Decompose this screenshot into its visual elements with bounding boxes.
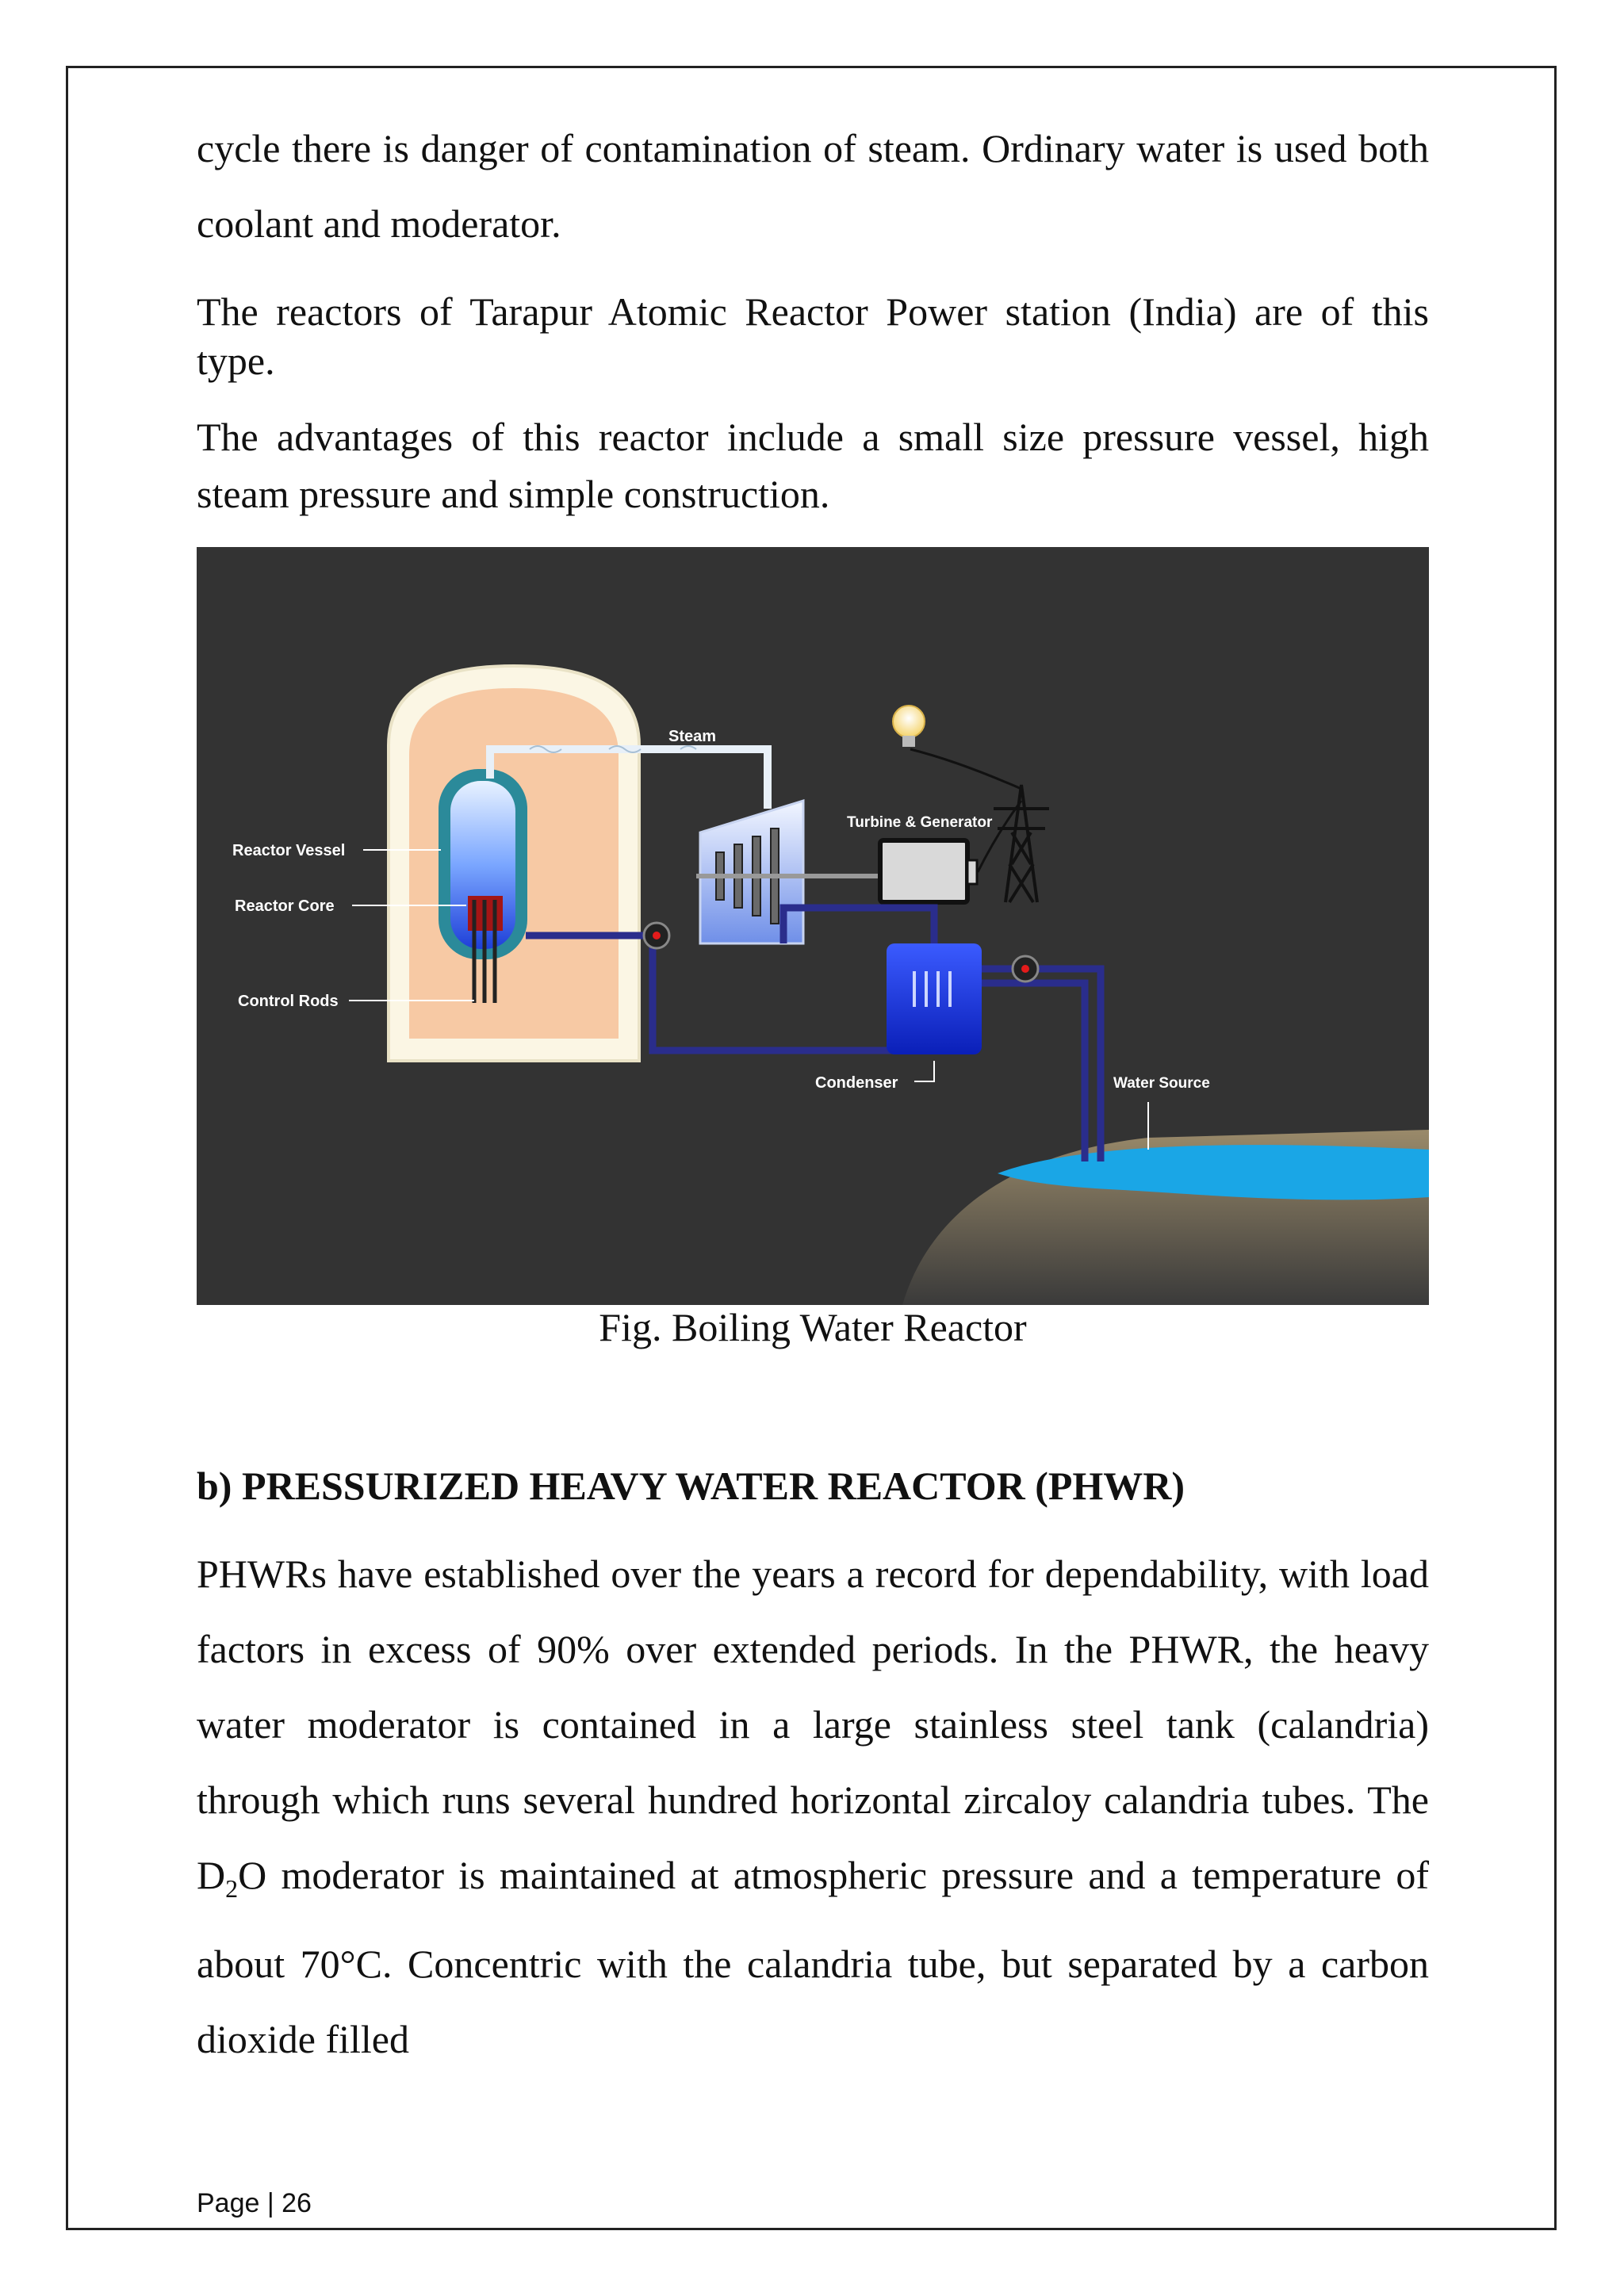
subscript-two: 2: [225, 1874, 239, 1903]
paragraph-contamination: cycle there is danger of contamination of steam. Ordinary water is used both coolant and moderator.: [197, 126, 1429, 246]
label-reactor-vessel: Reactor Vessel: [232, 842, 346, 859]
label-condenser: Condenser: [815, 1074, 898, 1092]
phwr-text-part1: PHWRs have established over the years a record for dependability, with load factors in excess of 90% over extended periods. In the PHWR, the heavy water moderator is contained in a large stainless steel tank (calandria) through which runs several hundred horizontal zircaloy calandria tubes. The D: [197, 1552, 1429, 1897]
bwr-diagram: [197, 547, 1429, 1305]
figure-caption: Fig. Boiling Water Reactor: [599, 1305, 1027, 1349]
cooling-pump-icon: [1013, 956, 1038, 982]
label-reactor-core: Reactor Core: [235, 897, 335, 915]
page-number: Page | 26: [197, 2188, 312, 2218]
label-steam: Steam: [668, 728, 717, 745]
paragraph-tarapur: The reactors of Tarapur Atomic Reactor Power station (India) are of this type.: [197, 289, 1429, 383]
condenser-unit: [887, 943, 982, 1054]
label-water-source: Water Source: [1113, 1075, 1210, 1092]
paragraph-advantages: The advantages of this reactor include a small size pressure vessel, high steam pressure and simple construction.: [197, 415, 1429, 516]
generator-box: [880, 840, 967, 902]
section-heading: b) PRESSURIZED HEAVY WATER REACTOR (PHWR): [197, 1464, 1185, 1508]
paragraph-phwr: [197, 1536, 1429, 2077]
feed-pump-icon: [644, 923, 669, 948]
phwr-text-part2: O moderator is maintained at atmospheric pressure and a temperature of about 70°C. Concentric with the calandria tube, but separated by a carbon dioxide filled: [197, 1853, 1429, 2061]
label-turbine-generator: Turbine & Generator: [847, 814, 993, 831]
label-control-rods: Control Rods: [238, 993, 339, 1010]
